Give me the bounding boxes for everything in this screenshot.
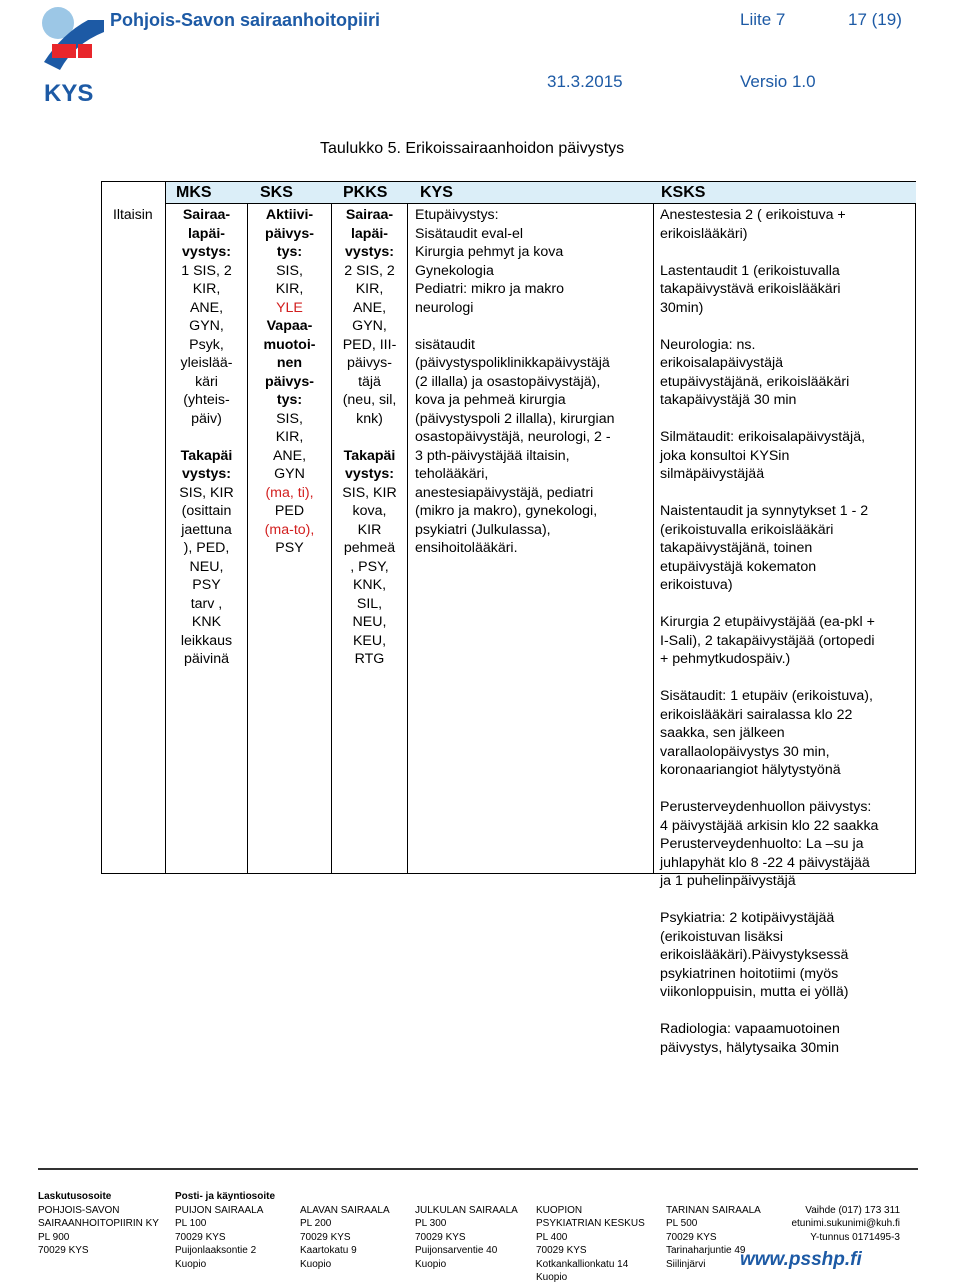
cell-line: Etupäivystys: (415, 207, 499, 223)
cell-line: Perusterveydenhuolto: La –su ja (660, 836, 864, 852)
cell-line: 30min) (660, 299, 704, 316)
document-version: Versio 1.0 (740, 72, 816, 91)
footer-divider (38, 1168, 918, 1170)
cell-line: (yhteis- (183, 392, 230, 408)
cell-line: NEU, (189, 558, 224, 575)
cell-line: neurologi (415, 299, 474, 316)
cell-line: Psykiatria: 2 kotipäivystäjää (660, 910, 835, 926)
cell-line: juhlapyhät klo 8 -22 4 päivystäjää (660, 854, 870, 871)
cell-line: Gynekologia (415, 262, 494, 279)
cell-line: Kirurgia pehmyt ja kova (415, 244, 564, 260)
footer-line: 70029 KYS (666, 1231, 717, 1243)
footer-line: PSYKIATRIAN KESKUS (536, 1218, 645, 1229)
cell-line: (osittain (181, 503, 232, 519)
footer-julkulan-address (415, 1190, 518, 1271)
cell-line: (päivystyspoli 2 illalla), kirurgian (415, 410, 615, 427)
cell-line: Vapaa- (266, 318, 313, 334)
cell-line: vystys: (345, 244, 394, 260)
footer-line: 70029 KYS (536, 1245, 587, 1256)
cell-line: ), PED, (183, 540, 230, 556)
cell-line: SIL, (356, 595, 383, 612)
cell-line: 3 pth-päivystäjää iltaisin, (415, 447, 570, 464)
cell-line: PSY (275, 540, 304, 556)
cell-line: Sairaa- (182, 207, 231, 223)
cell-line: Sisätaudit eval-el (415, 225, 524, 242)
cell-line: knk) (356, 410, 383, 427)
cell-line (660, 484, 915, 503)
cell-line: kova, (352, 503, 387, 519)
cell-line: jaettuna (181, 521, 232, 538)
cell-line: SIS, (276, 410, 303, 427)
footer-line: PL 300 (415, 1218, 447, 1229)
cell-line: tys: (276, 244, 303, 260)
cell-line (660, 669, 915, 688)
cell-line (660, 410, 915, 429)
svg-text:KYS: KYS (44, 80, 94, 107)
footer-billing-address (38, 1190, 159, 1258)
cell-line (332, 428, 407, 447)
cell-line: (erikoistuvalla erikoislääkäri (660, 521, 834, 538)
cell-line: (2 illalla) ja osastopäivystäjä), (415, 373, 601, 390)
header-ksks: KSKS (661, 184, 706, 201)
cell-line: Silmätaudit: erikoisalapäivystäjä, (660, 429, 866, 445)
ksks-cell (660, 206, 915, 1057)
cell-line: kova ja pehmeä kirurgia (415, 392, 566, 408)
cell-line: YLE (276, 299, 303, 316)
cell-line: päivys- (265, 373, 314, 390)
cell-line: RTG (354, 651, 385, 667)
cell-line: Pediatri: mikro ja makro (415, 281, 565, 297)
footer-line: PUIJON SAIRAALA (175, 1204, 264, 1216)
footer-line: TARINAN SAIRAALA (666, 1204, 761, 1216)
cell-line: sisätaudit (415, 336, 475, 353)
cell-line: ensihoitolääkäri. (415, 540, 518, 556)
cell-line: anestesiapäivystäjä, pediatri (415, 484, 594, 501)
cell-line: päivys- (265, 225, 314, 242)
footer-line: Kotkankallionkatu 14 (536, 1258, 629, 1270)
column-divider (407, 204, 408, 874)
footer-line: ALAVAN SAIRAALA (300, 1204, 390, 1216)
cell-line: Anestestesia 2 ( erikoistuva + (660, 207, 846, 223)
footer-alavan-address (300, 1190, 390, 1271)
footer-line: JULKULAN SAIRAALA (415, 1204, 518, 1216)
footer-line: 70029 KYS (300, 1231, 351, 1243)
cell-line: vystys: (182, 244, 231, 260)
footer-postal-title: Posti- ja käyntiosoite (175, 1191, 276, 1202)
table-title: Taulukko 5. Erikoissairaanhoidon päivystys (320, 140, 625, 157)
cell-line: Sairaa- (345, 207, 394, 223)
cell-line (660, 891, 915, 910)
cell-line: joka konsultoi KYSin (660, 447, 790, 464)
cell-line: varallaolopäivystys 30 min, (660, 743, 830, 760)
cell-line: viikonloppuisin, mutta ei yöllä) (660, 984, 849, 1000)
cell-line: päivys- (347, 355, 392, 371)
cell-line: teholääkäri, (415, 466, 489, 482)
cell-line: erikoistuva) (660, 577, 733, 593)
footer-line: Tarinaharjuntie 49 (666, 1245, 746, 1256)
cell-line: PED, III- (342, 336, 397, 353)
footer-puijon-address (175, 1190, 275, 1271)
cell-line: (mikro ja makro), gynekologi, (415, 503, 598, 519)
header-pkks: PKKS (343, 184, 388, 201)
cell-line: 2 SIS, 2 (344, 262, 395, 279)
cell-line: Perusterveydenhuollon päivystys: (660, 799, 872, 815)
page-number: 17 (19) (848, 10, 902, 29)
cell-line (660, 243, 915, 262)
cell-line: takapäivystävä erikoislääkäri (660, 281, 841, 297)
sks-cell (248, 206, 331, 558)
cell-line (660, 317, 915, 336)
on-call-table (101, 181, 916, 1056)
website-link[interactable]: www.psshp.fi (740, 1249, 862, 1270)
column-divider (653, 204, 654, 874)
kys-logo (38, 4, 108, 107)
cell-line: Takapäi (180, 447, 233, 464)
cell-line: yleislää- (180, 355, 233, 371)
cell-line: koronaariangiot hälytystyönä (660, 762, 841, 778)
footer-line: 70029 KYS (38, 1245, 89, 1256)
cell-line: takapäivystäjänä, toinen (660, 540, 813, 556)
footer-kuopion-address (536, 1190, 645, 1285)
header-mks: MKS (176, 184, 212, 201)
cell-line: SIS, KIR (342, 484, 397, 501)
cell-line: psykiatrinen hoitotiimi (myös (660, 965, 839, 982)
footer-line: Kuopio (175, 1258, 207, 1270)
cell-line: PED (274, 503, 305, 519)
cell-line: vystys: (345, 466, 394, 482)
cell-line: KNK (191, 614, 222, 630)
cell-line: Sisätaudit: 1 etupäiv (erikoistuva), (660, 688, 873, 704)
cell-line: päivinä (184, 651, 229, 667)
footer-line: 70029 KYS (415, 1231, 466, 1243)
cell-line (660, 595, 915, 614)
cell-line: ANE, (189, 299, 224, 316)
cell-line (660, 1002, 915, 1021)
cell-line: etupäivystäjänä, erikoislääkäri (660, 373, 850, 390)
cell-line: 1 SIS, 2 (181, 262, 232, 279)
cell-line: (erikoistuvan lisäksi (660, 928, 783, 945)
organization-name: Pohjois-Savon sairaanhoitopiiri (110, 10, 381, 30)
cell-line: PSY (192, 577, 221, 593)
footer-line: Puijonlaaksontie 2 (175, 1245, 257, 1256)
cell-line: + pehmytkudospäiv.) (660, 651, 791, 667)
cell-line: ja 1 puhelinpäivystäjä (660, 873, 796, 889)
cell-line (166, 428, 247, 447)
cell-line: ANE, (352, 299, 387, 316)
cell-line: (neu, sil, (342, 392, 397, 408)
cell-line: leikkaus (180, 632, 233, 649)
footer-line: PL 500 (666, 1218, 698, 1229)
cell-line: KIR, (275, 429, 304, 445)
cell-line: tys: (276, 392, 303, 408)
footer-line: Kuopio (415, 1258, 447, 1270)
footer-business-id: Y-tunnus 0171495-3 (810, 1231, 900, 1243)
cell-line: Takapäi (343, 447, 396, 464)
document-date: 31.3.2015 (547, 72, 623, 91)
footer-line: PL 200 (300, 1218, 332, 1229)
cell-line: KEU, (352, 632, 387, 649)
cell-line: muotoi- (263, 336, 316, 353)
cell-line: takapäivystäjä 30 min (660, 392, 797, 408)
cell-line: psykiatri (Julkulassa), (415, 521, 551, 538)
cell-line: täjä (358, 373, 381, 390)
footer-phone: Vaihde (017) 173 311 (805, 1204, 900, 1216)
cell-line: saakka, sen jälkeen (660, 725, 785, 741)
footer-line: POHJOIS-SAVON (38, 1204, 120, 1216)
pkks-cell (332, 206, 407, 669)
cell-line: Psyk, (189, 336, 224, 353)
cell-line: lapäi- (350, 225, 389, 242)
footer-line: Kaartokatu 9 (300, 1245, 357, 1256)
cell-line: GYN, (189, 318, 224, 334)
cell-line: Lastentaudit 1 (erikoistuvalla (660, 262, 840, 279)
cell-line: I-Sali), 2 takapäivystäjää (ortopedi (660, 632, 875, 649)
header-sks: SKS (260, 184, 293, 201)
cell-line (660, 780, 915, 799)
cell-line: KIR, (275, 281, 304, 297)
cell-line: käri (195, 373, 218, 390)
cell-line: päivystys, hälytysaika 30min (660, 1039, 839, 1056)
cell-line: (ma-to), (264, 521, 315, 538)
cell-line: osastopäivystäjä, neurologi, 2 - (415, 429, 611, 445)
footer-line: Kuopio (536, 1272, 568, 1283)
row-label-iltaisin: Iltaisin (113, 206, 153, 222)
footer-line: 70029 KYS (175, 1231, 226, 1243)
footer-billing-title: Laskutusosoite (38, 1191, 112, 1202)
cell-line: ANE, (272, 447, 307, 464)
cell-line: Aktiivi- (265, 207, 314, 223)
footer-line: PL 900 (38, 1231, 70, 1243)
header-kys: KYS (420, 184, 453, 201)
cell-line: erikoislääkäri).Päivystyksessä (660, 947, 849, 963)
footer-line: Siilinjärvi (666, 1258, 706, 1270)
footer-line: Kuopio (300, 1258, 332, 1270)
cell-line: GYN (274, 466, 305, 482)
cell-line: erikoisalapäivystäjä (660, 355, 784, 371)
cell-line: Neurologia: ns. (660, 336, 756, 353)
cell-line: päiv) (191, 410, 222, 427)
cell-line: (ma, ti), (265, 484, 314, 501)
cell-line: lapäi- (187, 225, 226, 242)
cell-line: vystys: (182, 466, 231, 482)
cell-line: erikoislääkäri) (660, 225, 748, 242)
footer-line: PL 400 (536, 1231, 568, 1243)
cell-line: NEU, (352, 614, 387, 630)
cell-line: KIR, (192, 281, 221, 297)
footer-contact-info (780, 1190, 900, 1244)
cell-line: SIS, (276, 262, 303, 279)
cell-line: erikoislääkäri sairalassa klo 22 (660, 706, 853, 723)
cell-line: 4 päivystäjää arkisin klo 22 saakka (660, 817, 879, 834)
cell-line: SIS, KIR (179, 484, 234, 501)
attachment-label: Liite 7 (740, 10, 786, 29)
kys-cell (415, 206, 651, 558)
cell-line: KIR (357, 521, 382, 538)
cell-line: KIR, (355, 281, 384, 297)
cell-line: tarv , (190, 595, 223, 612)
cell-line: Naistentaudit ja synnytykset 1 - 2 (660, 503, 869, 519)
cell-line: (päivystyspoliklinikkapäivystäjä (415, 355, 610, 371)
footer-line: PL 100 (175, 1218, 207, 1229)
cell-line: KNK, (352, 577, 387, 593)
footer-email[interactable]: etunimi.sukunimi@kuh.fi (791, 1218, 900, 1229)
cell-line: pehmeä (343, 540, 396, 556)
cell-line: nen (276, 355, 303, 371)
table-header-row (165, 182, 916, 204)
footer-line: KUOPION (536, 1204, 583, 1216)
cell-line (415, 317, 651, 336)
cell-line: etupäivystäjä kokematon (660, 558, 817, 575)
cell-line: silmäpäivystäjää (660, 466, 765, 482)
footer-line: SAIRAANHOITOPIIRIN KY (38, 1218, 159, 1229)
cell-line: Radiologia: vapaamuotoinen (660, 1021, 840, 1037)
cell-line: Kirurgia 2 etupäivystäjää (ea-pkl + (660, 614, 875, 630)
cell-line: GYN, (352, 318, 387, 334)
footer-line: Puijonsarventie 40 (415, 1245, 498, 1256)
cell-line: , PSY, (350, 558, 389, 575)
mks-cell (166, 206, 247, 669)
